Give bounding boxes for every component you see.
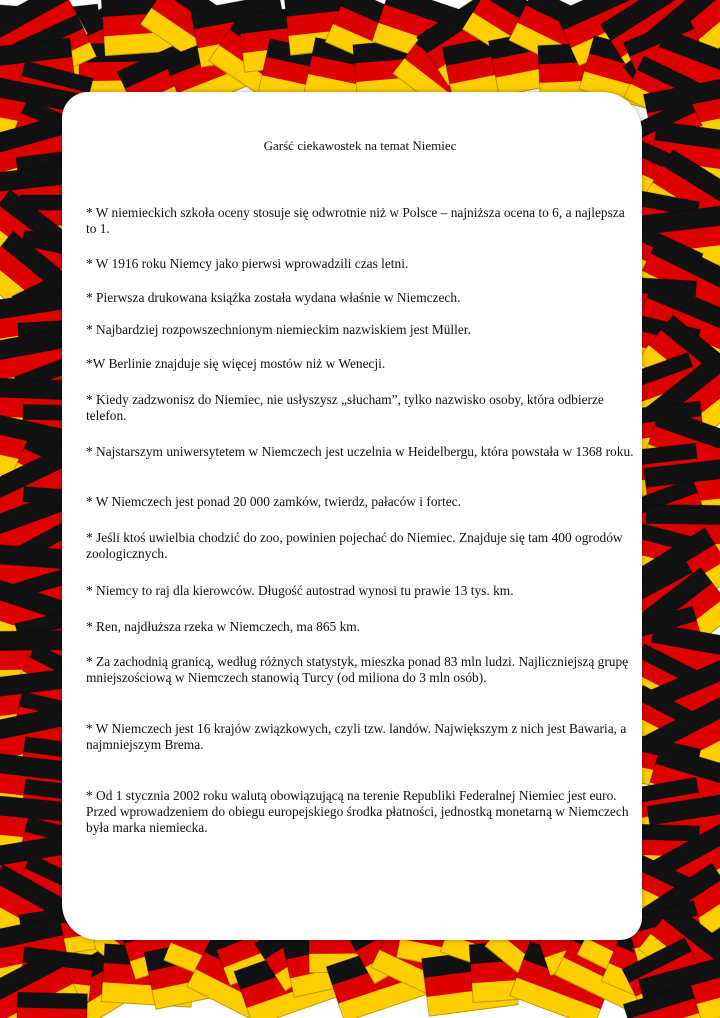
fact-rhine: * Ren, najdłuższa rzeka w Niemczech, ma 865 km. <box>86 619 361 634</box>
fact-motorways: * Niemcy to raj dla kierowców. Długość autostrad wynosi tu prawie 13 tys. km. <box>86 583 514 598</box>
german-flag-158 <box>16 992 87 1018</box>
fact-university: * Najstarszym uniwersytetem w Niemczech jest uczelnia w Heidelbergu, która powstała w 1368 roku. <box>86 444 634 459</box>
fact-surname: * Najbardziej rozpowszechnionym niemieckim nazwiskiem jest Müller. <box>86 322 471 337</box>
fact-phone: * Kiedy zadzwonisz do Niemiec, nie usłyszysz „słucham”, tylko nazwisko osoby, która odbierze telefon. <box>86 392 604 423</box>
fact-bridges: *W Berlinie znajduje się więcej mostów niż w Wenecji. <box>86 356 386 371</box>
fact-grades: * W niemieckich szkoła oceny stosuje się odwrotnie niż w Polsce – najniższa ocena to 6, a najlepsza to 1. <box>86 205 625 236</box>
fact-currency: * Od 1 stycznia 2002 roku walutą obowiązującą na terenie Republiki Federalnej Niemiec jest euro. Przed wprowadzeniem do obiegu europejskiego środka płatności, jednostką monetarną w Niemczech była marka niemiecka. <box>86 788 629 835</box>
fact-first-book: * Pierwsza drukowana książka została wydana właśnie w Niemczech. <box>86 290 461 305</box>
page-title: Garść ciekawostek na temat Niemiec <box>263 138 457 153</box>
fact-zoos: * Jeśli ktoś uwielbia chodzić do zoo, powinien pojechać do Niemiec. Znajduje się tam 400 ogrodów zoologicznych. <box>86 530 623 561</box>
fact-states: * W Niemczech jest 16 krajów związkowych, czyli tzw. landów. Największym z nich jest Bawaria, a najmniejszym Brema. <box>86 721 627 752</box>
fact-summer-time: * W 1916 roku Niemcy jako pierwsi wprowadzili czas letni. <box>86 256 409 271</box>
fact-population: * Za zachodnią granicą, według różnych statystyk, mieszka ponad 83 mln ludzi. Najliczniejszą grupę mniejszościową w Niemczech stanowią Turcy (od miliona do 3 mln osób). <box>86 654 629 685</box>
fact-castles: * W Niemczech jest ponad 20 000 zamków, twierdz, pałaców i fortec. <box>86 494 461 509</box>
